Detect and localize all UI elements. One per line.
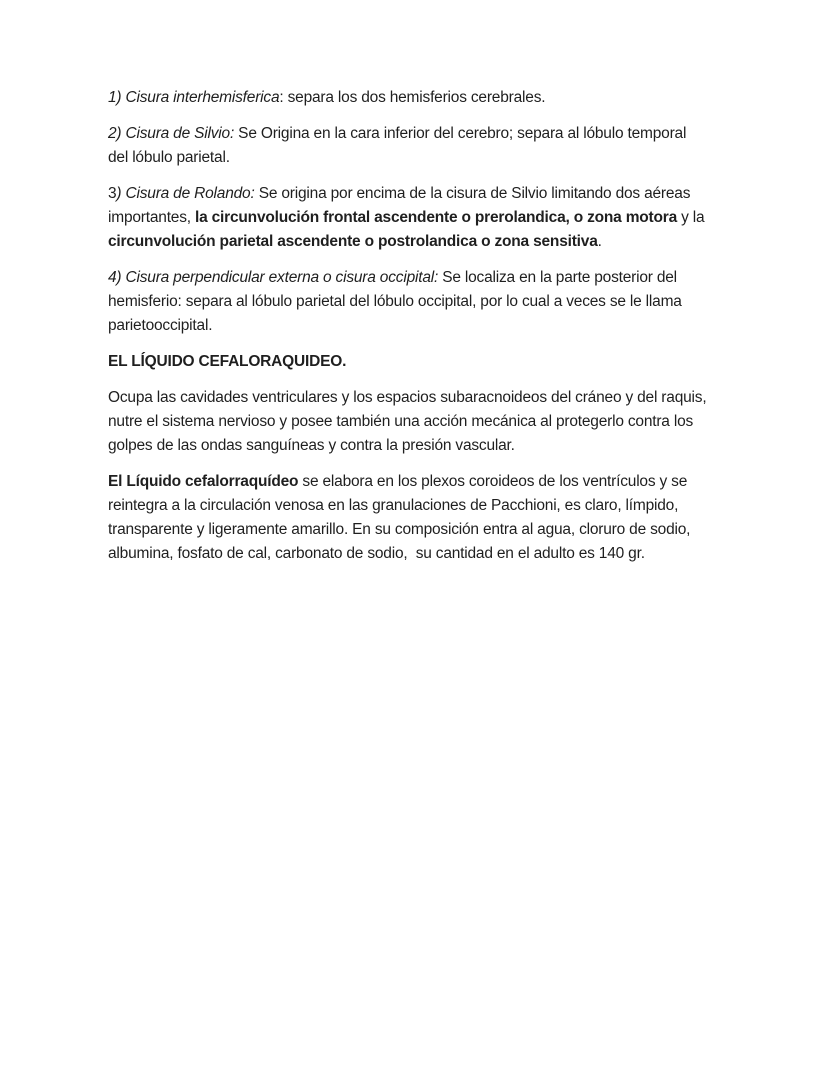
text-run-bold: EL LÍQUIDO CEFALORAQUIDEO.	[108, 353, 347, 370]
text-run-regular: Ocupa las cavidades ventriculares y los espacios subaracnoideos del cráneo y del raquis, nutre el sistema nervioso y posee también una acción mecánica al protegerlo contra los golpes de las ondas sanguíneas y contra la presión vascular.	[108, 389, 711, 454]
heading-el-liquido-cefaloraquideo	[108, 350, 710, 374]
text-run-regular: Se origina por encima de la cisura de Silvio limitando dos aéreas importantes,	[108, 185, 695, 226]
text-run-bold: circunvolución parietal ascendente o postrolandica o zona sensitiva	[108, 233, 598, 250]
text-run-regular: : separa los dos hemisferios cerebrales.	[279, 89, 546, 106]
para-3-cisura-de-rolando	[108, 182, 710, 254]
text-run-italic: 2) Cisura de Silvio:	[108, 125, 235, 142]
text-run-italic: 1) Cisura interhemisferica	[108, 89, 280, 106]
para-6-el-liquido-cefalorraquideo	[108, 470, 710, 566]
para-2-cisura-de-silvio	[108, 122, 710, 170]
text-run-bold: la circunvolución frontal ascendente o prerolandica, o zona motora	[195, 209, 678, 226]
text-run-italic: 4) Cisura perpendicular externa o cisura occipital:	[108, 269, 439, 286]
text-run-regular: .	[597, 233, 602, 250]
text-run-regular: y la	[677, 209, 709, 226]
para-5-ocupa-las-cavidades	[108, 386, 710, 458]
para-1-cisura-interhemisferica	[108, 86, 710, 110]
text-run-regular: se elabora en los plexos coroideos de los ventrículos y se reintegra a la circulación venosa en las granulaciones de Pacchioni, es claro, límpido, transparente y ligeramente amarillo. En su composición entra al agua, cloruro de sodio, albumina, fosfato de cal, carbonato de sodio, su cantidad en el adulto es 140 gr.	[108, 473, 695, 562]
text-run-regular: 3	[108, 185, 117, 202]
text-run-regular: Se Origina en la cara inferior del cerebro; separa al lóbulo temporal del lóbulo parietal.	[108, 125, 691, 166]
para-4-cisura-perpendicular-externa	[108, 266, 710, 338]
text-run-italic: ) Cisura de Rolando:	[116, 185, 255, 202]
text-run-bold: El Líquido cefalorraquídeo	[108, 473, 299, 490]
text-run-regular: Se localiza en la parte posterior del hemisferio: separa al lóbulo parietal del lóbulo occipital, por lo cual a veces se le llama parietooccipital.	[108, 269, 686, 334]
